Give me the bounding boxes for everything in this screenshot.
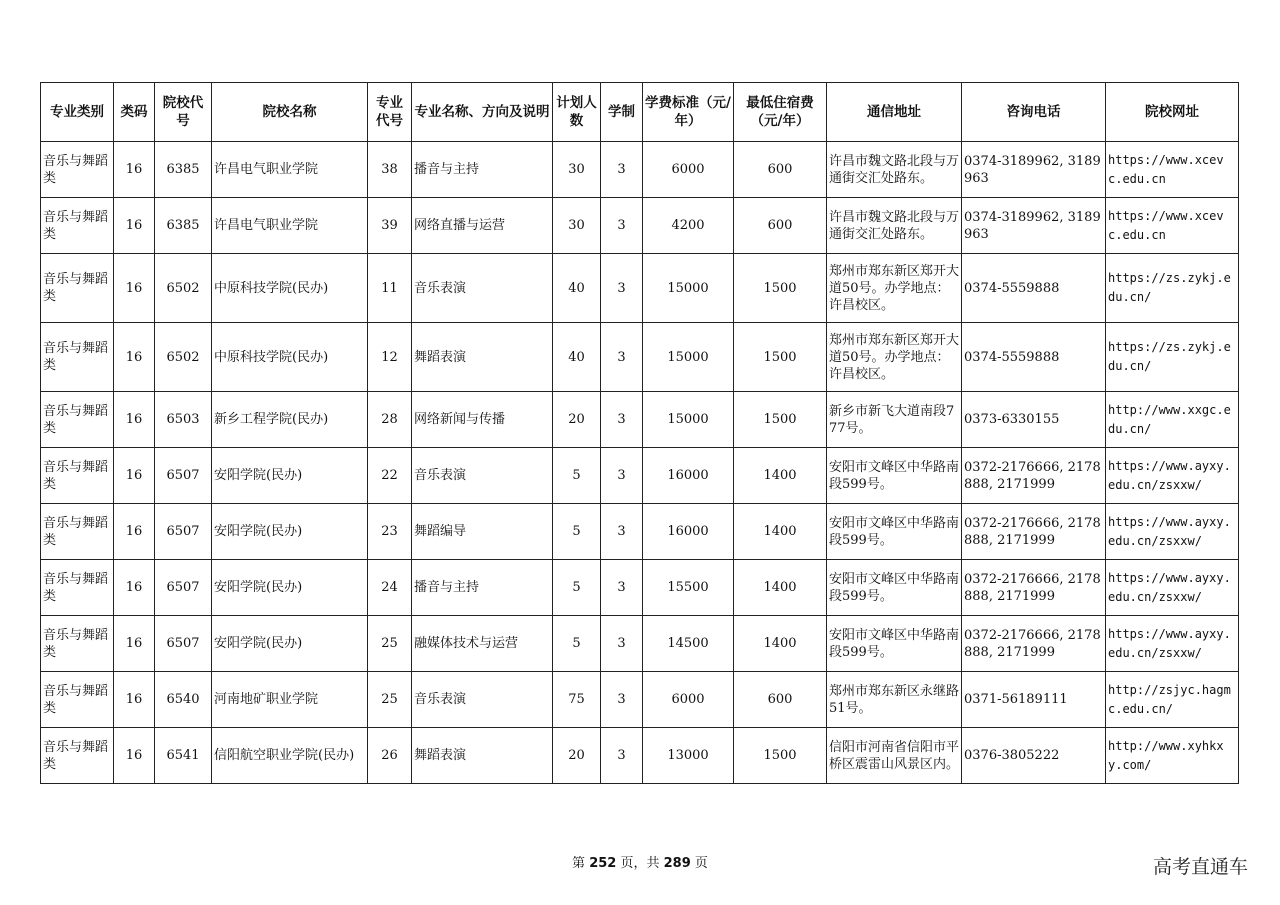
cell-major-code: 23 xyxy=(368,504,412,560)
header-category: 专业类别 xyxy=(41,83,114,142)
cell-major-code: 25 xyxy=(368,672,412,728)
cell-years: 3 xyxy=(601,448,643,504)
cell-years: 3 xyxy=(601,392,643,448)
cell-tuition: 6000 xyxy=(643,672,734,728)
brand-logo-text: 高考直通车 xyxy=(1152,856,1248,878)
cell-school-code: 6503 xyxy=(155,392,212,448)
footer-suffix: 页 xyxy=(694,856,708,871)
cell-category: 音乐与舞蹈类 xyxy=(41,392,114,448)
footer-page-number: 252 xyxy=(589,856,617,871)
header-school-name: 院校名称 xyxy=(212,83,368,142)
cell-category: 音乐与舞蹈类 xyxy=(41,616,114,672)
cell-website: https://www.xcevc.edu.cn xyxy=(1106,142,1239,198)
cell-major-name: 音乐表演 xyxy=(412,672,553,728)
cell-major-code: 24 xyxy=(368,560,412,616)
cell-major-code: 22 xyxy=(368,448,412,504)
cell-major-name: 播音与主持 xyxy=(412,142,553,198)
page-footer xyxy=(0,852,1280,871)
table-body xyxy=(41,142,1239,784)
cell-code: 16 xyxy=(114,142,155,198)
cell-school-code: 6507 xyxy=(155,616,212,672)
cell-address: 郑州市郑东新区郑开大道50号。办学地点：许昌校区。 xyxy=(827,323,962,392)
cell-school-code: 6385 xyxy=(155,198,212,254)
cell-tuition: 15000 xyxy=(643,323,734,392)
cell-website: https://zs.zykj.edu.cn/ xyxy=(1106,254,1239,323)
table-row xyxy=(41,672,1239,728)
cell-tuition: 4200 xyxy=(643,198,734,254)
cell-school-code: 6507 xyxy=(155,560,212,616)
cell-code: 16 xyxy=(114,672,155,728)
cell-major-code: 28 xyxy=(368,392,412,448)
cell-major-name: 舞蹈编导 xyxy=(412,504,553,560)
cell-phone: 0374-3189962, 3189963 xyxy=(962,198,1106,254)
cell-major-code: 39 xyxy=(368,198,412,254)
cell-code: 16 xyxy=(114,504,155,560)
cell-major-name: 舞蹈表演 xyxy=(412,728,553,784)
cell-school-name: 许昌电气职业学院 xyxy=(212,198,368,254)
cell-school-code: 6502 xyxy=(155,323,212,392)
header-phone: 咨询电话 xyxy=(962,83,1106,142)
admission-plan-sheet xyxy=(40,82,1238,784)
cell-years: 3 xyxy=(601,616,643,672)
table-row xyxy=(41,616,1239,672)
cell-major-name: 舞蹈表演 xyxy=(412,323,553,392)
cell-category: 音乐与舞蹈类 xyxy=(41,254,114,323)
cell-school-name: 中原科技学院(民办) xyxy=(212,254,368,323)
header-dorm: 最低住宿费（元/年） xyxy=(734,83,827,142)
cell-plan: 75 xyxy=(553,672,601,728)
cell-major-name: 播音与主持 xyxy=(412,560,553,616)
cell-major-code: 26 xyxy=(368,728,412,784)
cell-plan: 40 xyxy=(553,254,601,323)
cell-school-code: 6507 xyxy=(155,448,212,504)
footer-total-pages: 289 xyxy=(663,856,691,871)
cell-website: http://zsjyc.hagmc.edu.cn/ xyxy=(1106,672,1239,728)
cell-school-name: 新乡工程学院(民办) xyxy=(212,392,368,448)
cell-phone: 0372-2176666, 2178888, 2171999 xyxy=(962,560,1106,616)
cell-code: 16 xyxy=(114,448,155,504)
cell-dorm: 1500 xyxy=(734,323,827,392)
cell-dorm: 1400 xyxy=(734,504,827,560)
cell-plan: 5 xyxy=(553,504,601,560)
header-address: 通信地址 xyxy=(827,83,962,142)
cell-category: 音乐与舞蹈类 xyxy=(41,142,114,198)
cell-phone: 0374-5559888 xyxy=(962,323,1106,392)
header-code: 类码 xyxy=(114,83,155,142)
cell-plan: 20 xyxy=(553,392,601,448)
cell-website: https://www.ayxy.edu.cn/zsxxw/ xyxy=(1106,616,1239,672)
cell-category: 音乐与舞蹈类 xyxy=(41,560,114,616)
cell-major-name: 网络新闻与传播 xyxy=(412,392,553,448)
table-row xyxy=(41,198,1239,254)
header-major-name: 专业名称、方向及说明 xyxy=(412,83,553,142)
admission-plan-table xyxy=(40,82,1239,784)
header-school-code: 院校代号 xyxy=(155,83,212,142)
cell-address: 郑州市郑东新区永继路51号。 xyxy=(827,672,962,728)
cell-category: 音乐与舞蹈类 xyxy=(41,323,114,392)
cell-dorm: 600 xyxy=(734,142,827,198)
cell-code: 16 xyxy=(114,560,155,616)
cell-major-code: 12 xyxy=(368,323,412,392)
cell-school-name: 河南地矿职业学院 xyxy=(212,672,368,728)
cell-category: 音乐与舞蹈类 xyxy=(41,728,114,784)
footer-mid: 页，共 xyxy=(620,856,660,871)
cell-school-code: 6385 xyxy=(155,142,212,198)
cell-school-name: 中原科技学院(民办) xyxy=(212,323,368,392)
cell-major-name: 音乐表演 xyxy=(412,254,553,323)
cell-plan: 5 xyxy=(553,616,601,672)
cell-years: 3 xyxy=(601,142,643,198)
cell-major-code: 11 xyxy=(368,254,412,323)
cell-dorm: 1400 xyxy=(734,616,827,672)
table-row xyxy=(41,504,1239,560)
footer-prefix: 第 xyxy=(572,856,586,871)
cell-tuition: 15000 xyxy=(643,254,734,323)
cell-tuition: 16000 xyxy=(643,504,734,560)
cell-major-code: 38 xyxy=(368,142,412,198)
cell-school-name: 安阳学院(民办) xyxy=(212,560,368,616)
cell-tuition: 14500 xyxy=(643,616,734,672)
table-row xyxy=(41,254,1239,323)
table-row xyxy=(41,142,1239,198)
cell-phone: 0372-2176666, 2178888, 2171999 xyxy=(962,448,1106,504)
cell-address: 安阳市文峰区中华路南段599号。 xyxy=(827,616,962,672)
cell-school-name: 安阳学院(民办) xyxy=(212,504,368,560)
cell-plan: 5 xyxy=(553,448,601,504)
cell-years: 3 xyxy=(601,728,643,784)
cell-phone: 0373-6330155 xyxy=(962,392,1106,448)
cell-website: https://zs.zykj.edu.cn/ xyxy=(1106,323,1239,392)
cell-address: 许昌市魏文路北段与万通街交汇处路东。 xyxy=(827,142,962,198)
cell-code: 16 xyxy=(114,616,155,672)
cell-dorm: 1500 xyxy=(734,392,827,448)
header-plan: 计划人数 xyxy=(553,83,601,142)
cell-phone: 0372-2176666, 2178888, 2171999 xyxy=(962,616,1106,672)
table-header-row xyxy=(41,83,1239,142)
cell-dorm: 600 xyxy=(734,198,827,254)
cell-code: 16 xyxy=(114,254,155,323)
cell-code: 16 xyxy=(114,323,155,392)
cell-address: 安阳市文峰区中华路南段599号。 xyxy=(827,448,962,504)
cell-major-name: 网络直播与运营 xyxy=(412,198,553,254)
cell-address: 郑州市郑东新区郑开大道50号。办学地点：许昌校区。 xyxy=(827,254,962,323)
cell-plan: 30 xyxy=(553,198,601,254)
cell-school-code: 6502 xyxy=(155,254,212,323)
cell-category: 音乐与舞蹈类 xyxy=(41,448,114,504)
header-website: 院校网址 xyxy=(1106,83,1239,142)
table-row xyxy=(41,560,1239,616)
cell-address: 安阳市文峰区中华路南段599号。 xyxy=(827,504,962,560)
cell-website: https://www.xcevc.edu.cn xyxy=(1106,198,1239,254)
cell-address: 安阳市文峰区中华路南段599号。 xyxy=(827,560,962,616)
cell-tuition: 15000 xyxy=(643,392,734,448)
cell-school-code: 6507 xyxy=(155,504,212,560)
table-row xyxy=(41,728,1239,784)
cell-website: https://www.ayxy.edu.cn/zsxxw/ xyxy=(1106,448,1239,504)
cell-code: 16 xyxy=(114,198,155,254)
cell-school-code: 6540 xyxy=(155,672,212,728)
cell-category: 音乐与舞蹈类 xyxy=(41,198,114,254)
cell-phone: 0374-5559888 xyxy=(962,254,1106,323)
cell-website: https://www.ayxy.edu.cn/zsxxw/ xyxy=(1106,504,1239,560)
cell-phone: 0371-56189111 xyxy=(962,672,1106,728)
cell-website: http://www.xyhkxy.com/ xyxy=(1106,728,1239,784)
header-tuition: 学费标准（元/年） xyxy=(643,83,734,142)
cell-major-name: 融媒体技术与运营 xyxy=(412,616,553,672)
cell-plan: 30 xyxy=(553,142,601,198)
cell-website: http://www.xxgc.edu.cn/ xyxy=(1106,392,1239,448)
cell-school-name: 许昌电气职业学院 xyxy=(212,142,368,198)
cell-address: 信阳市河南省信阳市平桥区震雷山风景区内。 xyxy=(827,728,962,784)
table-row xyxy=(41,392,1239,448)
cell-tuition: 6000 xyxy=(643,142,734,198)
cell-school-name: 安阳学院(民办) xyxy=(212,616,368,672)
cell-plan: 40 xyxy=(553,323,601,392)
cell-tuition: 13000 xyxy=(643,728,734,784)
cell-address: 许昌市魏文路北段与万通街交汇处路东。 xyxy=(827,198,962,254)
cell-dorm: 1500 xyxy=(734,728,827,784)
cell-school-name: 安阳学院(民办) xyxy=(212,448,368,504)
cell-dorm: 600 xyxy=(734,672,827,728)
table-row xyxy=(41,448,1239,504)
cell-years: 3 xyxy=(601,254,643,323)
cell-dorm: 1400 xyxy=(734,448,827,504)
cell-school-code: 6541 xyxy=(155,728,212,784)
cell-school-name: 信阳航空职业学院(民办) xyxy=(212,728,368,784)
cell-dorm: 1400 xyxy=(734,560,827,616)
cell-major-name: 音乐表演 xyxy=(412,448,553,504)
header-major-code: 专业代号 xyxy=(368,83,412,142)
cell-years: 3 xyxy=(601,198,643,254)
cell-website: https://www.ayxy.edu.cn/zsxxw/ xyxy=(1106,560,1239,616)
cell-code: 16 xyxy=(114,728,155,784)
cell-years: 3 xyxy=(601,323,643,392)
cell-plan: 20 xyxy=(553,728,601,784)
table-row xyxy=(41,323,1239,392)
cell-plan: 5 xyxy=(553,560,601,616)
cell-phone: 0372-2176666, 2178888, 2171999 xyxy=(962,504,1106,560)
header-years: 学制 xyxy=(601,83,643,142)
cell-category: 音乐与舞蹈类 xyxy=(41,504,114,560)
cell-category: 音乐与舞蹈类 xyxy=(41,672,114,728)
cell-years: 3 xyxy=(601,672,643,728)
cell-major-code: 25 xyxy=(368,616,412,672)
cell-phone: 0376-3805222 xyxy=(962,728,1106,784)
cell-years: 3 xyxy=(601,504,643,560)
cell-address: 新乡市新飞大道南段777号。 xyxy=(827,392,962,448)
cell-years: 3 xyxy=(601,560,643,616)
cell-phone: 0374-3189962, 3189963 xyxy=(962,142,1106,198)
cell-dorm: 1500 xyxy=(734,254,827,323)
cell-tuition: 16000 xyxy=(643,448,734,504)
cell-code: 16 xyxy=(114,392,155,448)
cell-tuition: 15500 xyxy=(643,560,734,616)
